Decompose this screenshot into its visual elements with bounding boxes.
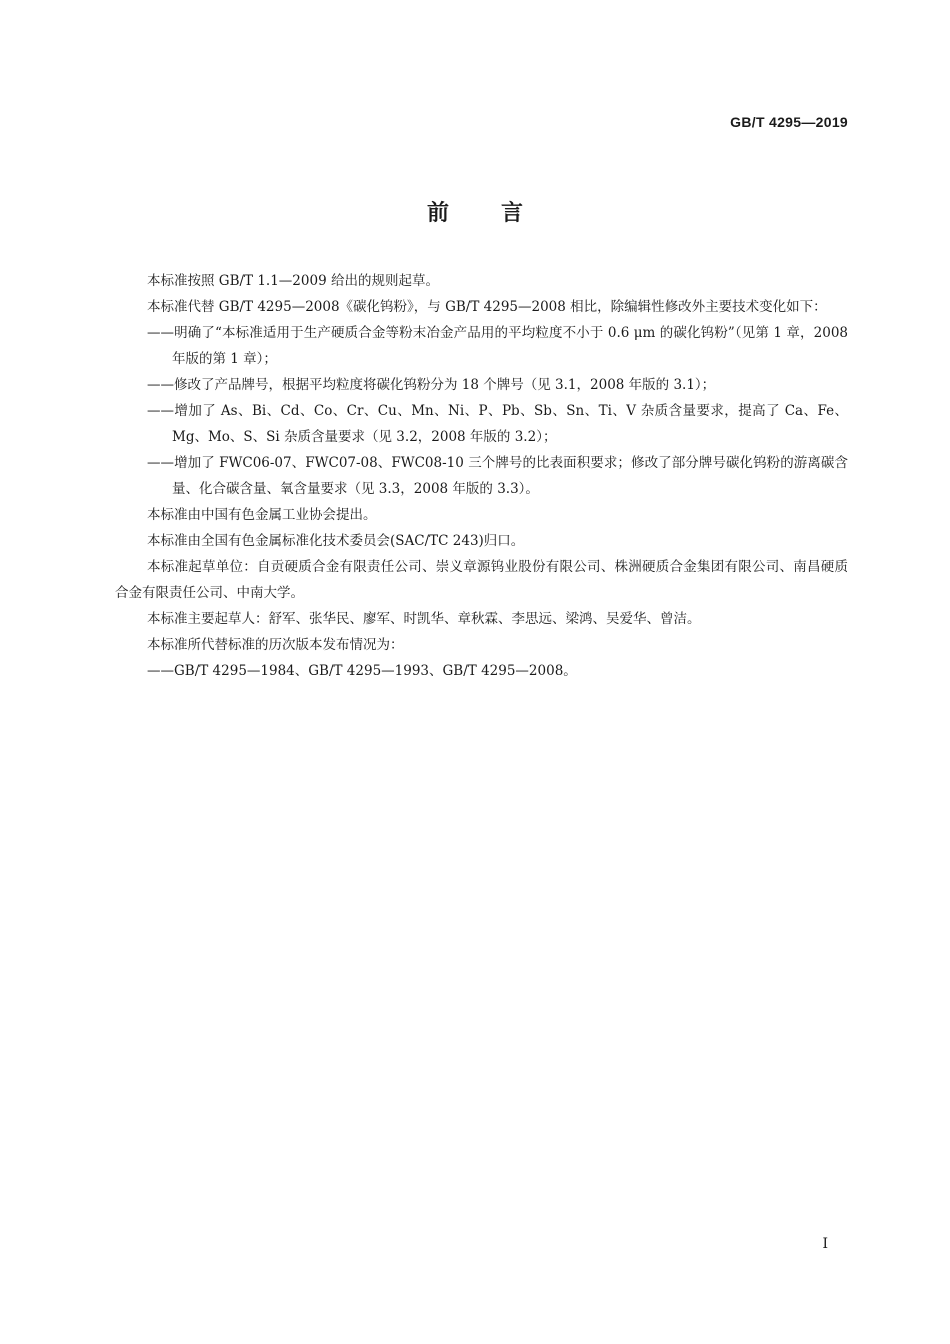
page-number: I	[822, 1236, 828, 1252]
standard-number: GB/T 4295—2019	[730, 114, 848, 130]
change-item: ——增加了 FWC06-07、FWC07-08、FWC08-10 三个牌号的比表面积要求；修改了部分牌号碳化钨粉的游离碳含量、化合碳含量、氧含量要求（见 3.3，2008 年版的 3.3）。	[147, 455, 848, 497]
page-title: 前言	[426, 201, 575, 226]
paragraph-drafters: 本标准主要起草人：舒军、张华民、廖军、时凯华、章秋霖、李思远、梁鸿、吴爱华、曾洁。	[147, 611, 701, 627]
previous-versions-item: ——GB/T 4295—1984、GB/T 4295—1993、GB/T 4295—2008。	[147, 663, 577, 679]
paragraph-drafting-units: 本标准起草单位：自贡硬质合金有限责任公司、崇义章源钨业股份有限公司、株洲硬质合金集团有限公司、南昌硬质合金有限责任公司、中南大学。	[115, 559, 848, 601]
paragraph-committee: 本标准由全国有色金属标准化技术委员会(SAC/TC 243)归口。	[147, 533, 525, 549]
change-item: ——增加了 As、Bi、Cd、Co、Cr、Cu、Mn、Ni、P、Pb、Sb、Sn、Ti、V 杂质含量要求，提高了 Ca、Fe、Mg、Mo、S、Si 杂质含量要求（见 3.2，2008 年版的 3.2）；	[147, 403, 848, 445]
change-item: ——修改了产品牌号，根据平均粒度将碳化钨粉分为 18 个牌号（见 3.1，2008 年版的 3.1）；	[147, 377, 716, 393]
change-item: ——明确了“本标准适用于生产硬质合金等粉末冶金产品用的平均粒度不小于 0.6 μm 的碳化钨粉”（见第 1 章，2008 年版的第 1 章）；	[147, 325, 848, 367]
foreword-body	[115, 268, 848, 684]
paragraph-proposer: 本标准由中国有色金属工业协会提出。	[147, 507, 377, 523]
paragraph-replacement: 本标准代替 GB/T 4295—2008《碳化钨粉》，与 GB/T 4295—2008 相比，除编辑性修改外主要技术变化如下：	[147, 299, 827, 315]
paragraph-drafting-rules: 本标准按照 GB/T 1.1—2009 给出的规则起草。	[147, 273, 439, 289]
paragraph-history-intro: 本标准所代替标准的历次版本发布情况为：	[147, 637, 404, 653]
